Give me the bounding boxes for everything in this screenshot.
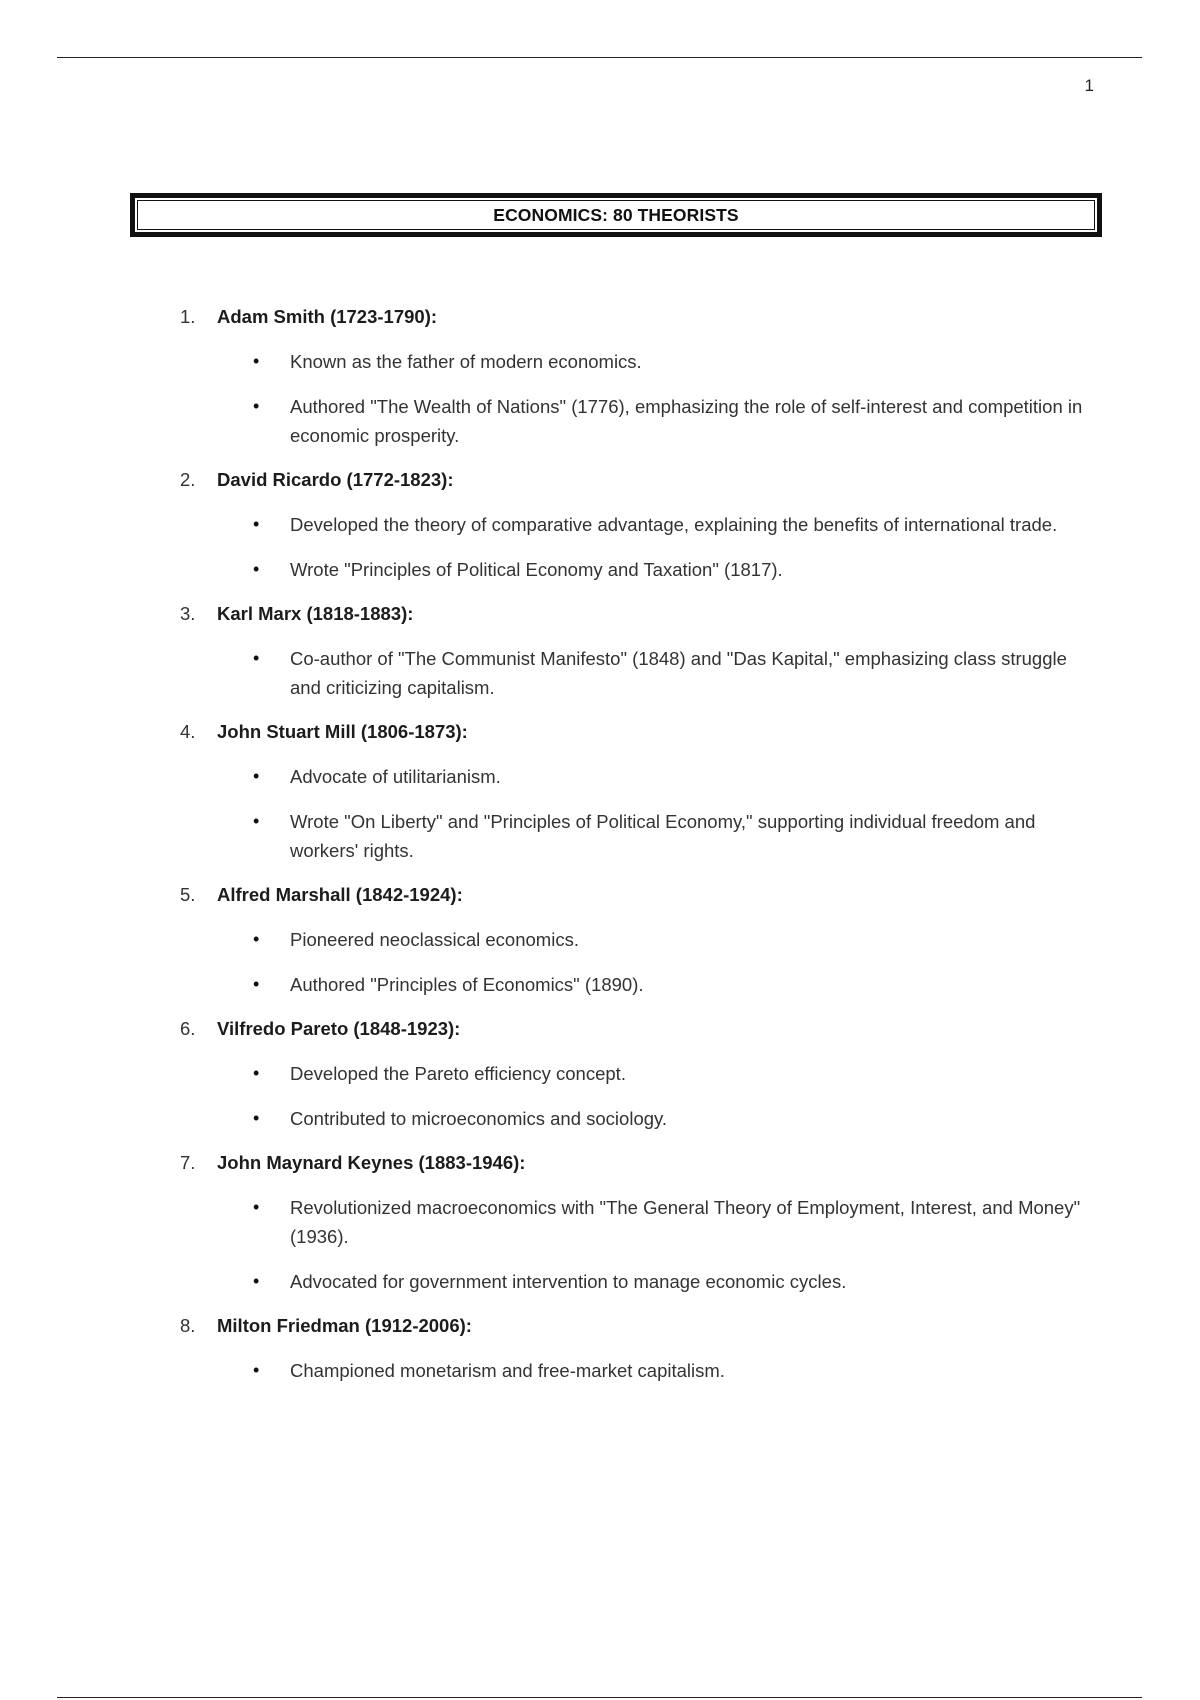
bullet-text: Developed the theory of comparative advantage, explaining the benefits of international trade. [290,514,1058,535]
bullet-item [180,807,1100,865]
bullet-text: Known as the father of modern economics. [290,351,642,372]
theorist-name: Alfred Marshall (1842-1924): [217,884,463,905]
bullet-list [180,762,1100,865]
bullet-text: Revolutionized macroeconomics with "The General Theory of Employment, Interest, and Money" (1936). [290,1197,1081,1247]
theorist-heading [180,599,1100,628]
theorist-heading [180,717,1100,746]
theorist-name: Milton Friedman (1912-2006): [217,1315,472,1336]
bullet-text: Advocate of utilitarianism. [290,766,501,787]
bullet-text: Developed the Pareto efficiency concept. [290,1063,626,1084]
bullet-text: Championed monetarism and free-market capitalism. [290,1360,725,1381]
bullet-text: Wrote "Principles of Political Economy and Taxation" (1817). [290,559,783,580]
bullet-icon: • [253,1360,260,1380]
bullet-icon: • [253,811,260,831]
bullet-icon: • [253,559,260,579]
bullet-list [180,1193,1100,1296]
list-number: 6. [180,1018,196,1039]
theorist-heading [180,880,1100,909]
bullet-item [180,1356,1100,1385]
bullet-icon: • [253,396,260,416]
bullet-text: Pioneered neoclassical economics. [290,929,579,950]
theorist-heading [180,1014,1100,1043]
theorist-entry [180,1148,1100,1296]
bullet-item [180,644,1100,702]
theorist-entry [180,465,1100,584]
list-number: 3. [180,603,196,624]
theorist-entry [180,302,1100,450]
bullet-item [180,347,1100,376]
bullet-list [180,510,1100,584]
theorist-heading [180,1148,1100,1177]
bullet-icon: • [253,974,260,994]
theorist-name: Adam Smith (1723-1790): [217,306,438,327]
theorist-entry [180,880,1100,999]
bullet-list [180,347,1100,450]
bullet-text: Authored "The Wealth of Nations" (1776), emphasizing the role of self-interest and competition in economic prosperity. [290,396,1083,446]
bullet-icon: • [253,1108,260,1128]
bullet-item [180,1104,1100,1133]
bullet-text: Co-author of "The Communist Manifesto" (1848) and "Das Kapital," emphasizing class struggle and criticizing capitalism. [290,648,1067,698]
list-number: 4. [180,721,196,742]
theorist-name: Karl Marx (1818-1883): [217,603,414,624]
list-number: 7. [180,1152,196,1173]
bullet-icon: • [253,1197,260,1217]
bullet-text: Wrote "On Liberty" and "Principles of Political Economy," supporting individual freedom and workers' rights. [290,811,1036,861]
list-number: 1. [180,306,196,327]
bullet-item [180,1193,1100,1251]
bullet-icon: • [253,1271,260,1291]
bullet-item [180,762,1100,791]
bullet-item [180,510,1100,539]
theorist-entry [180,1311,1100,1385]
bullet-icon: • [253,648,260,668]
bullet-icon: • [253,766,260,786]
list-number: 8. [180,1315,196,1336]
theorist-name: John Stuart Mill (1806-1873): [217,721,468,742]
theorist-heading [180,1311,1100,1340]
bullet-list [180,1356,1100,1385]
list-number: 5. [180,884,196,905]
bullet-item [180,1059,1100,1088]
bullet-list [180,925,1100,999]
bullet-text: Advocated for government intervention to manage economic cycles. [290,1271,847,1292]
theorist-list [180,302,1100,1400]
footer-rule [57,1697,1142,1698]
bullet-item [180,970,1100,999]
bullet-item [180,555,1100,584]
theorist-name: John Maynard Keynes (1883-1946): [217,1152,526,1173]
list-number: 2. [180,469,196,490]
bullet-item [180,392,1100,450]
bullet-icon: • [253,929,260,949]
theorist-name: David Ricardo (1772-1823): [217,469,454,490]
theorist-entry [180,717,1100,865]
bullet-item [180,925,1100,954]
theorist-entry [180,1014,1100,1133]
bullet-icon: • [253,514,260,534]
theorist-heading [180,465,1100,494]
bullet-item [180,1267,1100,1296]
theorist-name: Vilfredo Pareto (1848-1923): [217,1018,461,1039]
bullet-list [180,1059,1100,1133]
page-number: 1 [1084,76,1094,95]
bullet-text: Contributed to microeconomics and sociology. [290,1108,668,1129]
bullet-text: Authored "Principles of Economics" (1890). [290,974,644,995]
theorist-entry [180,599,1100,702]
title-box [130,193,1102,237]
header-rule [57,57,1142,58]
bullet-icon: • [253,351,260,371]
theorist-heading [180,302,1100,331]
document-title: ECONOMICS: 80 THEORISTS [493,204,739,225]
bullet-list [180,644,1100,702]
bullet-icon: • [253,1063,260,1083]
